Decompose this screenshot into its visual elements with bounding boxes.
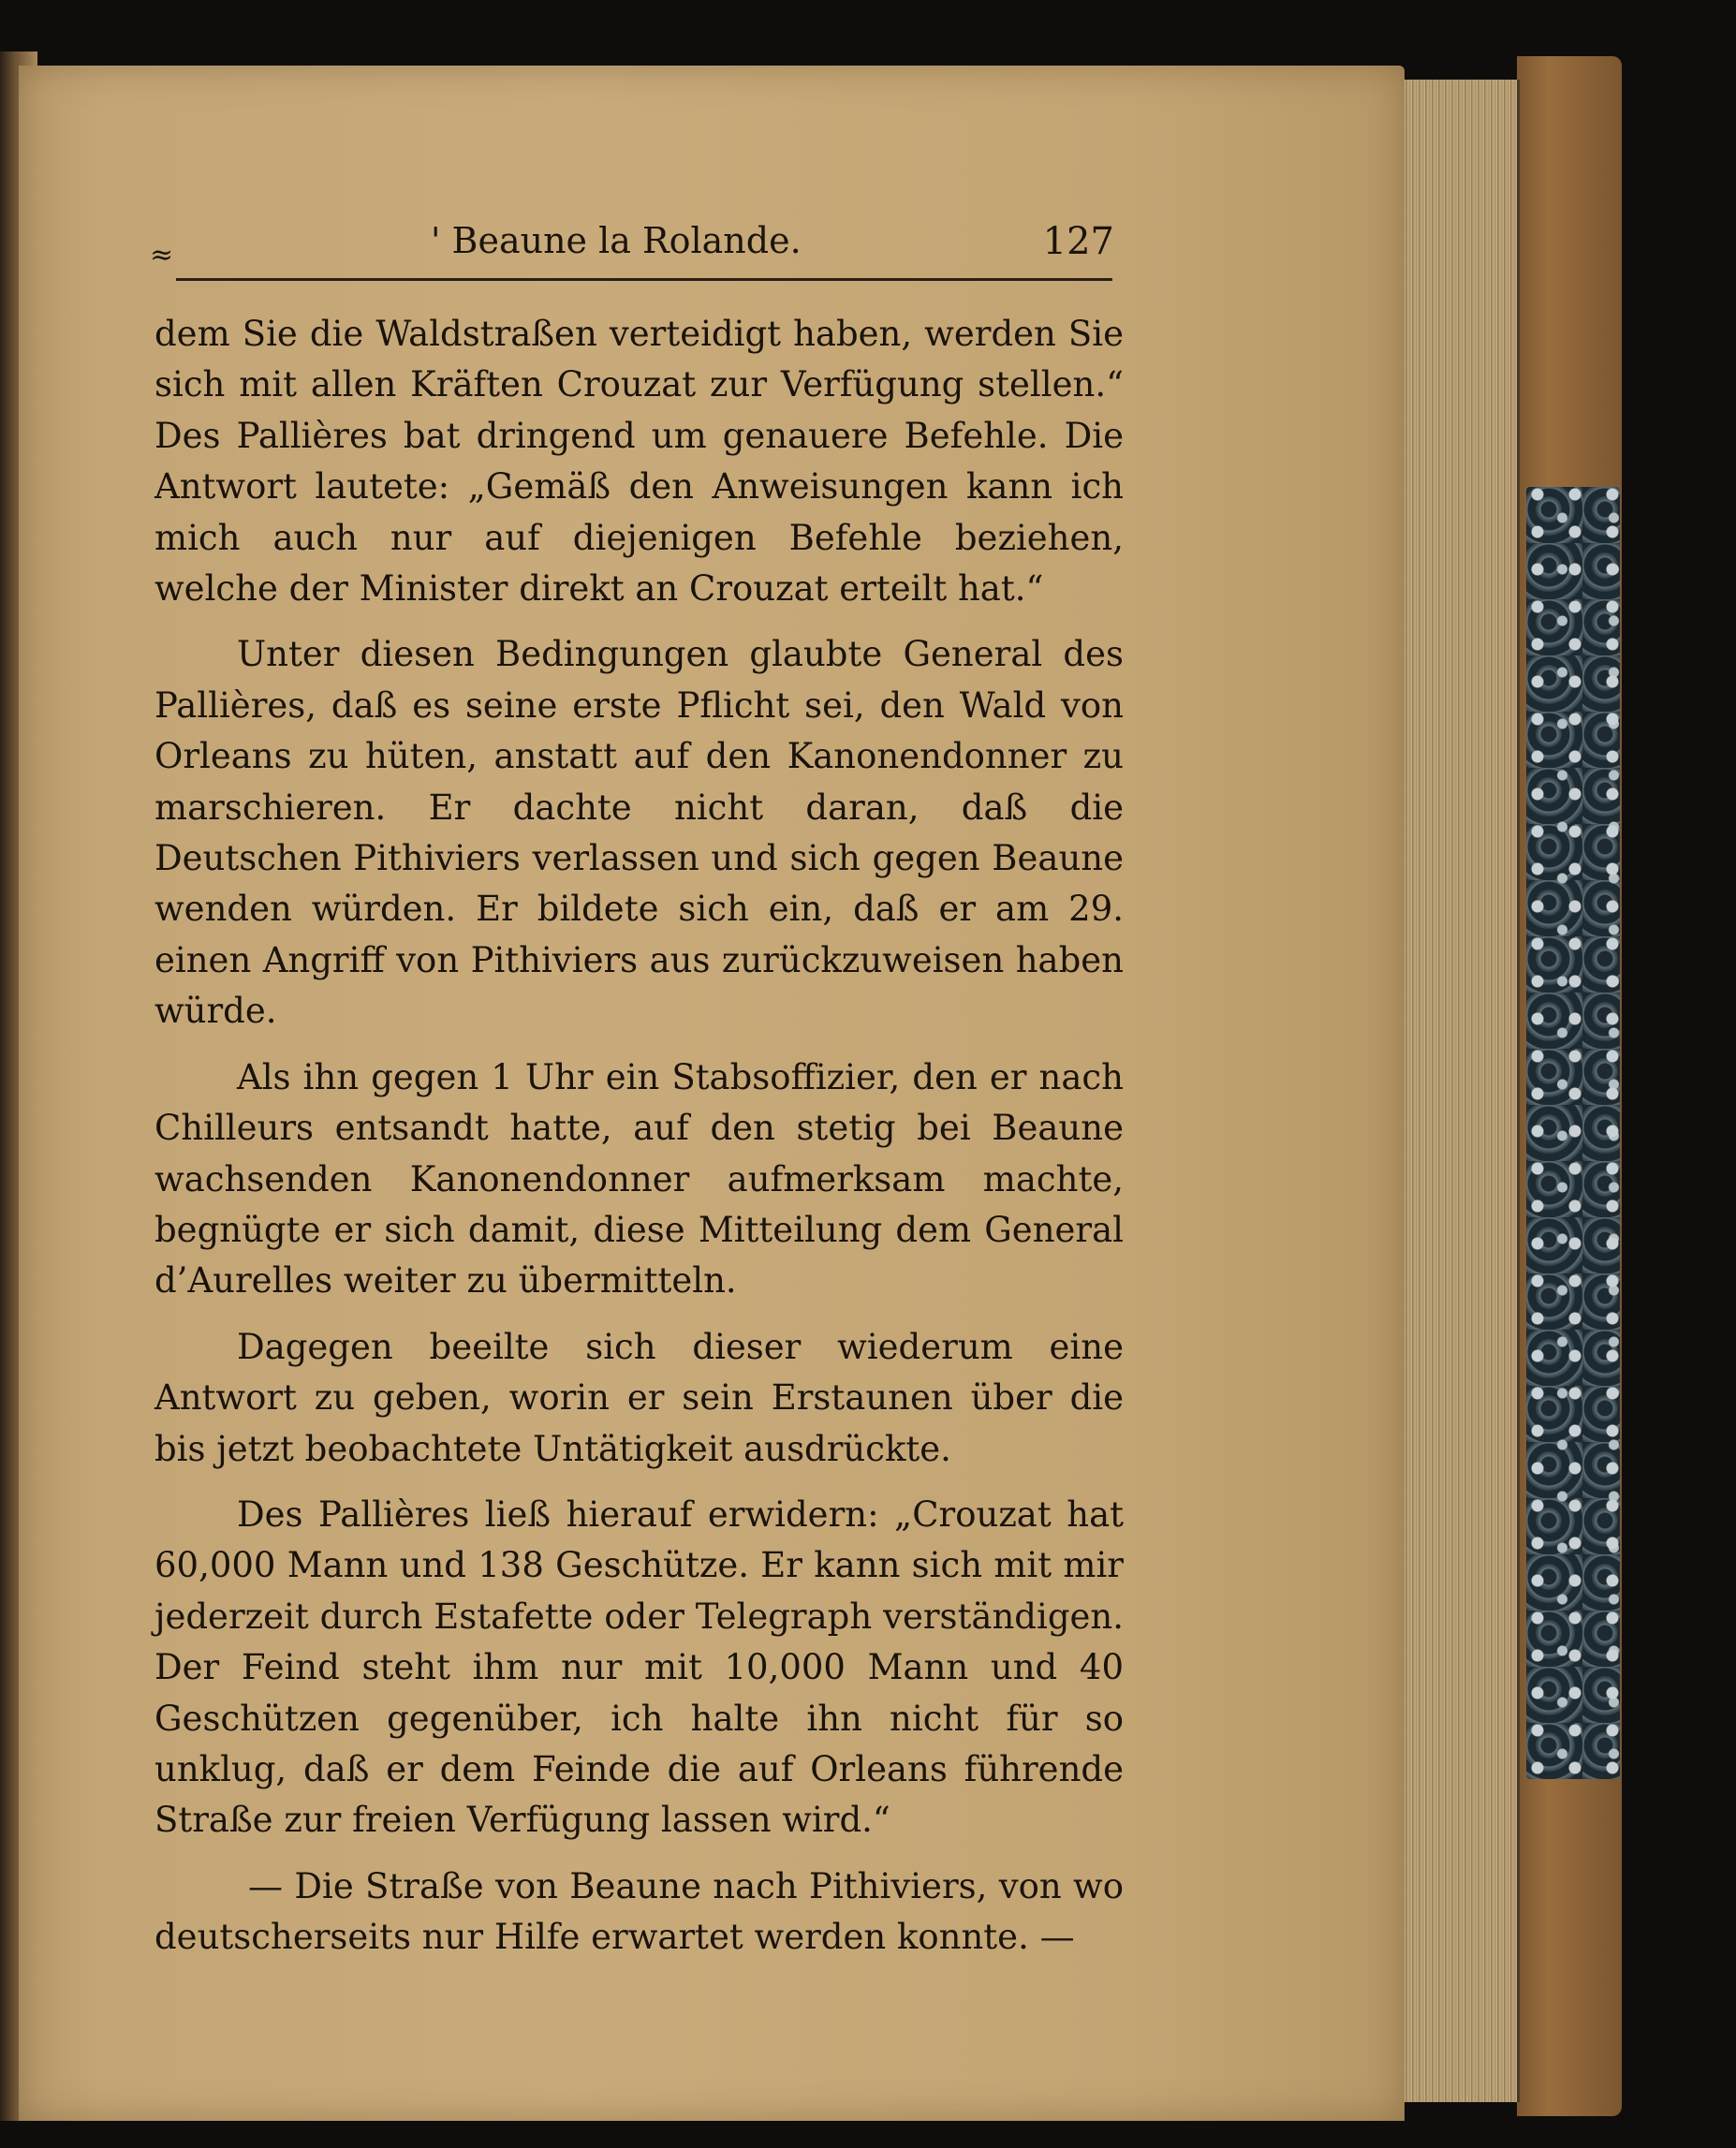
page-number: 127 (1042, 220, 1114, 263)
paragraph: Unter diesen Bedingungen glaubte General des Pallières, daß es seine erste Pflicht sei, den Wald von Orleans zu hüten, anstatt auf den Kanonendonner zu marschieren. Er dachte nicht daran, daß die Deutschen Pithiviers verlassen und sich gegen Beaune wenden würden. Er bildete sich ein, daß er am 29. einen Angriff von Pithiviers aus zurückzuweisen haben würde. (154, 634, 1124, 1032)
paragraph: Als ihn gegen 1 Uhr ein Stabsoffizier, den er nach Chilleurs entsandt hatte, auf den stetig bei Beaune wachsenden Kanonendonner aufmerksam machte, begnügte er sich damit, diese Mitteilung dem General d’Aurelles weiter zu übermitteln. (154, 1056, 1124, 1302)
paragraph: dem Sie die Waldstraßen verteidigt haben, werden Sie sich mit allen Kräften Crouzat zur Verfügung stellen.“ Des Pallières bat dringend um genauere Befehle. Die Antwort lautete: „Gemäß den Anweisungen kann ich mich auch nur auf diejenigen Befehle beziehen, welche der Minister direkt an Crouzat erteilt hat.“ (154, 314, 1124, 610)
paragraph: Des Pallières ließ hierauf erwidern: „Crouzat hat 60,000 Mann und 138 Geschütze. Er kann sich mit mir jederzeit durch Estafette oder Telegraph verständigen. Der Feind steht ihm nur mit 10,000 Mann und 40 Geschützen gegenüber, ich halte ihn nicht für so unklug, daß er dem Feinde die auf Orleans führende Straße zur freien Verfügung lassen wird.“ (154, 1493, 1124, 1841)
paragraph: Dagegen beeilte sich dieser wiederum eine Antwort zu geben, worin er sein Erstaunen über die bis jetzt beobachtete Untätigkeit ausdrückte. (154, 1326, 1124, 1469)
paragraph: — Die Straße von Beaune nach Pithiviers, von wo deutscherseits nur Hilfe erwartet werden konnte. — (154, 1865, 1124, 1958)
page-edges (1386, 80, 1520, 2102)
page-header (150, 220, 1114, 286)
running-title: ' Beaune la Rolande. (431, 220, 802, 261)
body-text (154, 309, 1124, 1979)
header-rule (176, 278, 1112, 281)
header-ornament: ≈ (150, 239, 174, 272)
marbled-endpaper (1526, 487, 1620, 1779)
